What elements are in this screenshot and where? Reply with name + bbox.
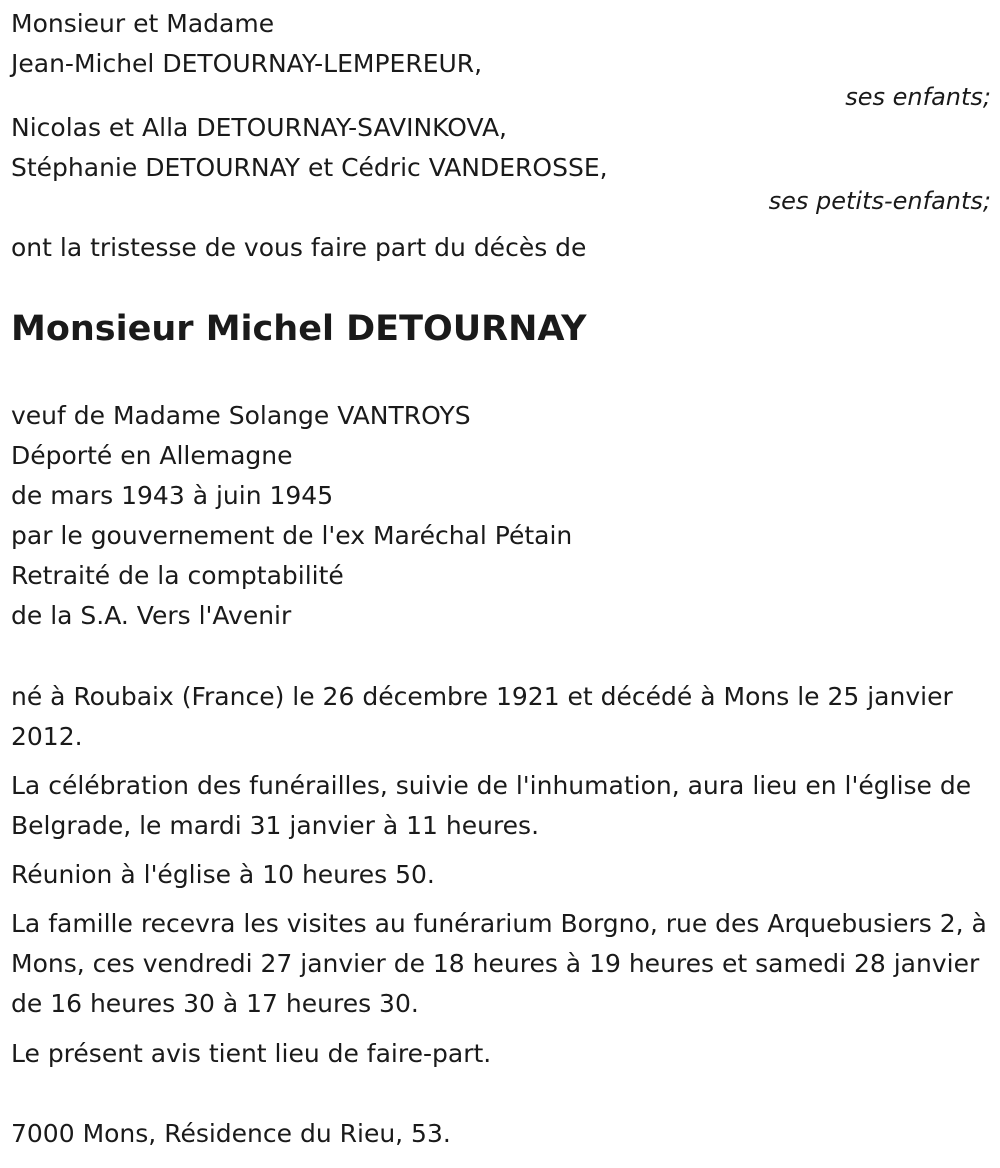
deceased-name: Monsieur Michel DETOURNAY [11, 309, 587, 349]
address: 7000 Mons, Résidence du Rieu, 53. [11, 1119, 451, 1148]
grandchildren-block [11, 108, 991, 214]
children-block [11, 4, 991, 110]
visits-paragraph: La famille recevra les visites au funérarium Borgno, rue des Arquebusiers 2, à Mons, ces vendredi 27 janvier de 18 heures à 19 heures et samedi 28 janvier de 16 heures 30 à 17 heures 30. [11, 909, 987, 1018]
biography-line: par le gouvernement de l'ex Maréchal Pétain [11, 521, 573, 550]
biography-line: veuf de Madame Solange VANTROYS [11, 401, 471, 430]
children-label: ses enfants; [845, 83, 991, 111]
grandchildren-line-2: Stéphanie DETOURNAY et Cédric VANDEROSSE, [11, 153, 608, 182]
children-line-1: Monsieur et Madame [11, 9, 275, 38]
biography-line: Déporté en Allemagne [11, 441, 293, 470]
biography-line: de la S.A. Vers l'Avenir [11, 601, 292, 630]
children-line-2: Jean-Michel DETOURNAY-LEMPEREUR, [11, 49, 483, 78]
biography-line: Retraité de la comptabilité [11, 561, 344, 590]
funeral-paragraph: La célébration des funérailles, suivie de l'inhumation, aura lieu en l'église de Belgrade, le mardi 31 janvier à 11 heures. [11, 771, 972, 840]
birth-death-paragraph: né à Roubaix (France) le 26 décembre 1921 et décédé à Mons le 25 janvier 2012. [11, 682, 953, 751]
meeting-paragraph: Réunion à l'église à 10 heures 50. [11, 860, 435, 889]
intro-text: ont la tristesse de vous faire part du décès de [11, 233, 587, 262]
grandchildren-line-1: Nicolas et Alla DETOURNAY-SAVINKOVA, [11, 113, 507, 142]
biography-block [11, 396, 991, 636]
grandchildren-label: ses petits-enfants; [768, 187, 991, 215]
biography-line: de mars 1943 à juin 1945 [11, 481, 334, 510]
notice-paragraph: Le présent avis tient lieu de faire-part. [11, 1039, 492, 1068]
